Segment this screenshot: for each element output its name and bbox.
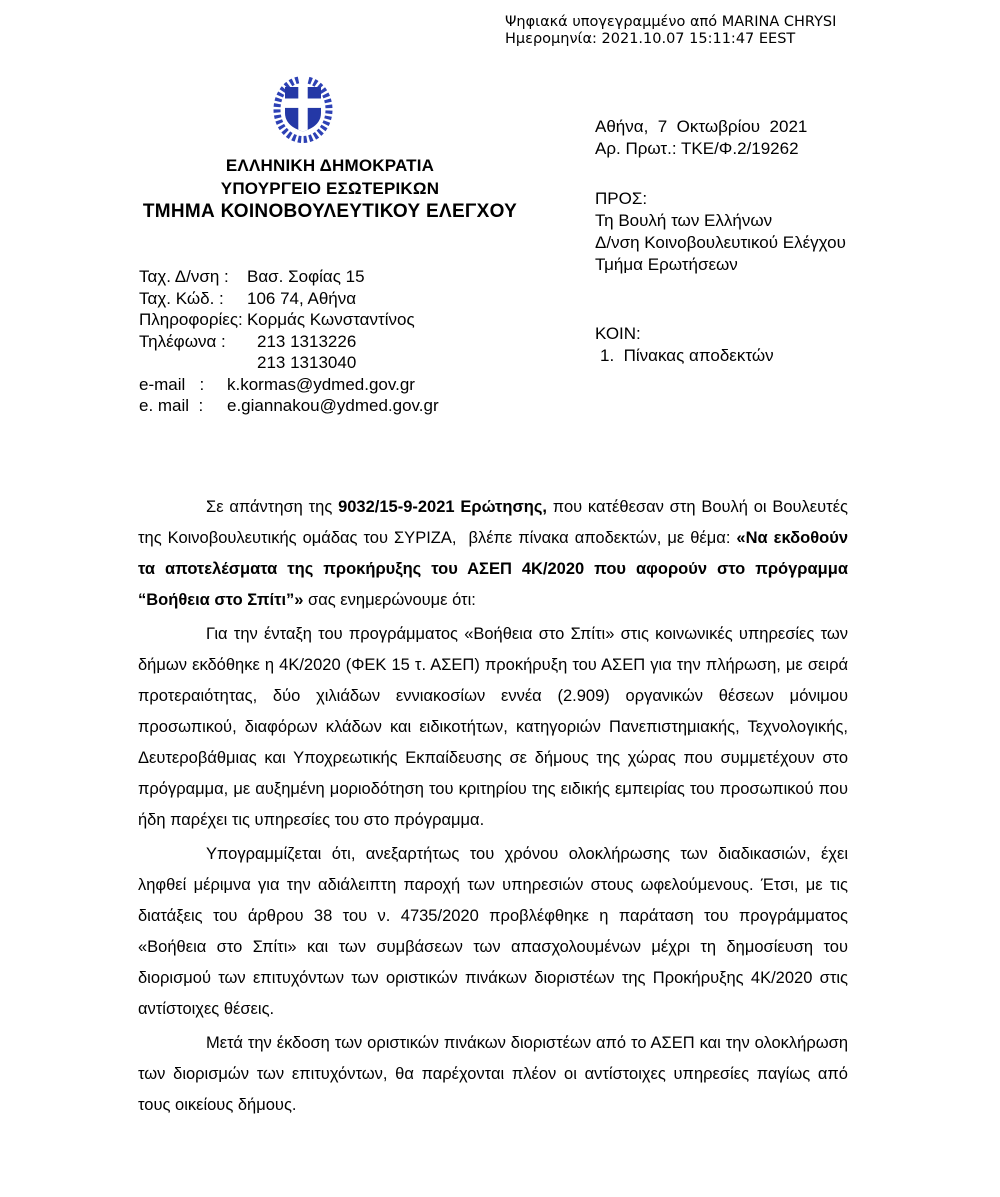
contact-value: e.giannakou@ydmed.gov.gr [227, 396, 439, 415]
contact-label: e. mail : [139, 396, 204, 415]
contact-label: Πληροφορίες: [139, 310, 243, 329]
document-body [138, 492, 853, 1121]
ministry-line-ministry: ΥΠΟΥΡΓΕΙΟ ΕΣΩΤΕΡΙΚΩΝ [220, 179, 440, 198]
digital-signature [505, 14, 836, 47]
contact-value: Βασ. Σοφίας 15 [247, 267, 365, 286]
signature-line-1: Ψηφιακά υπογεγραμμένο από MARINA CHRYSI [505, 14, 837, 30]
body-text-segment: σας ενημερώνουμε ότι: [303, 591, 476, 609]
contact-row-information [139, 309, 439, 331]
contact-value: Κορμάς Κωνσταντίνος [247, 310, 415, 329]
body-text-segment: Σε απάντηση της [206, 498, 339, 516]
contact-value: 213 1313226 [257, 331, 357, 351]
emblem-wrap [68, 72, 538, 149]
date-line: Αθήνα, 7 Οκτωβρίου 2021 [595, 117, 808, 136]
ministry-title-block [95, 154, 565, 223]
contact-label: Τηλέφωνα : [139, 331, 226, 351]
contact-row-address [139, 266, 439, 288]
contact-label [139, 352, 257, 374]
contact-label: Ταχ. Κώδ. : [139, 288, 224, 308]
contact-value: k.kormas@ydmed.gov.gr [227, 374, 415, 394]
contact-row-email-1 [139, 374, 439, 396]
body-paragraph [138, 619, 853, 836]
cc-label: ΚΟΙΝ: [595, 324, 641, 343]
signature-line-2: Ημερομηνία: 2021.10.07 15:11:47 EEST [505, 30, 796, 47]
body-paragraph [138, 1028, 853, 1121]
contact-row-phone-2 [139, 352, 439, 374]
ministry-line-department: ΤΜΗΜΑ ΚΟΙΝΟΒΟΥΛΕΥΤΙΚΟΥ ΕΛΕΓΧΟΥ [142, 201, 518, 222]
body-text-segment-bold: «Να εκδοθούν τα αποτελέσματα της προκήρυξης του ΑΣΕΠ 4Κ/2020 που αφορούν στο πρόγραμμα “Βοήθεια στο Σπίτι”» [138, 529, 853, 609]
cc-line: 1. Πίνακας αποδεκτών [600, 346, 774, 365]
letterhead [95, 72, 565, 223]
body-paragraph [138, 839, 853, 1025]
to-line: Τμήμα Ερωτήσεων [595, 255, 738, 274]
body-text-segment: Μετά την έκδοση των οριστικών πινάκων διοριστέων από το ΑΣΕΠ και την ολοκλήρωση των διορισμών των επιτυχόντων, θα παρέχονται πλέον οι αντίστοιχες υπηρεσίες παγίως από τους οικείους δήμους. [138, 1034, 853, 1114]
greek-republic-emblem-icon [272, 72, 334, 144]
contact-row-postcode [139, 288, 439, 310]
to-line: Δ/νση Κοινοβουλευτικού Ελέγχου [595, 233, 846, 252]
contact-block [139, 266, 439, 417]
contact-label: Ταχ. Δ/νση : [139, 267, 229, 286]
body-text-segment-bold: 9032/15-9-2021 Ερώτησης, [338, 498, 548, 516]
contact-row-phone-1 [139, 331, 439, 353]
ministry-line-republic: ΕΛΛΗΝΙΚΗ ΔΗΜΟΚΡΑΤΙΑ [225, 156, 435, 175]
protocol-line: Αρ. Πρωτ.: ΤΚΕ/Φ.2/19262 [595, 139, 799, 158]
body-paragraph [138, 492, 853, 616]
recipient-block [595, 116, 846, 367]
body-text-segment: που κατέθεσαν στη Βουλή οι Βουλευτές της Κοινοβουλευτικής ομάδας του ΣΥΡΙΖΑ, βλέπε πίνακα αποδεκτών, με θέμα: [138, 498, 853, 547]
to-label: ΠΡΟΣ: [595, 189, 648, 208]
to-line: Τη Βουλή των Ελλήνων [595, 211, 773, 230]
contact-value: 106 74, Αθήνα [247, 288, 357, 308]
contact-label: e-mail : [139, 374, 205, 394]
contact-value: 213 1313040 [257, 353, 357, 372]
body-text-segment: Υπογραμμίζεται ότι, ανεξαρτήτως του χρόνου ολοκλήρωσης των διαδικασιών, έχει ληφθεί μέριμνα για την αδιάλειπτη παροχή των υπηρεσιών στους ωφελούμενους. Έτσι, με τις διατάξεις του άρθρου 38 του ν. 4735/2020 προβλέφθηκε η παράταση του προγράμματος «Βοήθεια στο Σπίτι» και των συμβάσεων των απασχολουμένων μέχρι τη δημοσίευση του διορισμού των επιτυχόντων των οριστικών πινάκων διοριστέων της Προκήρυξης 4Κ/2020 στις αντίστοιχες θέσεις. [138, 845, 853, 1018]
contact-row-email-2 [139, 395, 439, 417]
body-text-segment: Για την ένταξη του προγράμματος «Βοήθεια στο Σπίτι» στις κοινωνικές υπηρεσίες των δήμων εκδόθηκε η 4Κ/2020 (ΦΕΚ 15 τ. ΑΣΕΠ) προκήρυξη του ΑΣΕΠ για την πλήρωση, με σειρά προτεραιότητας, δύο χιλιάδων εννιακοσίων εννέα (2.909) οργανικών θέσεων μόνιμου προσωπικού, διαφόρων κλάδων και ειδικοτήτων, κατηγοριών Πανεπιστημιακής, Τεχνολογικής, Δευτεροβάθμιας και Υποχρεωτικής Εκπαίδευσης σε δήμους της χώρας που συμμετέχουν στο πρόγραμμα, με αυξημένη μοριοδότηση του κριτηρίου της ειδικής εμπειρίας του προσωπικού που ήδη παρέχει τις υπηρεσίες του στο πρόγραμμα. [138, 625, 853, 829]
